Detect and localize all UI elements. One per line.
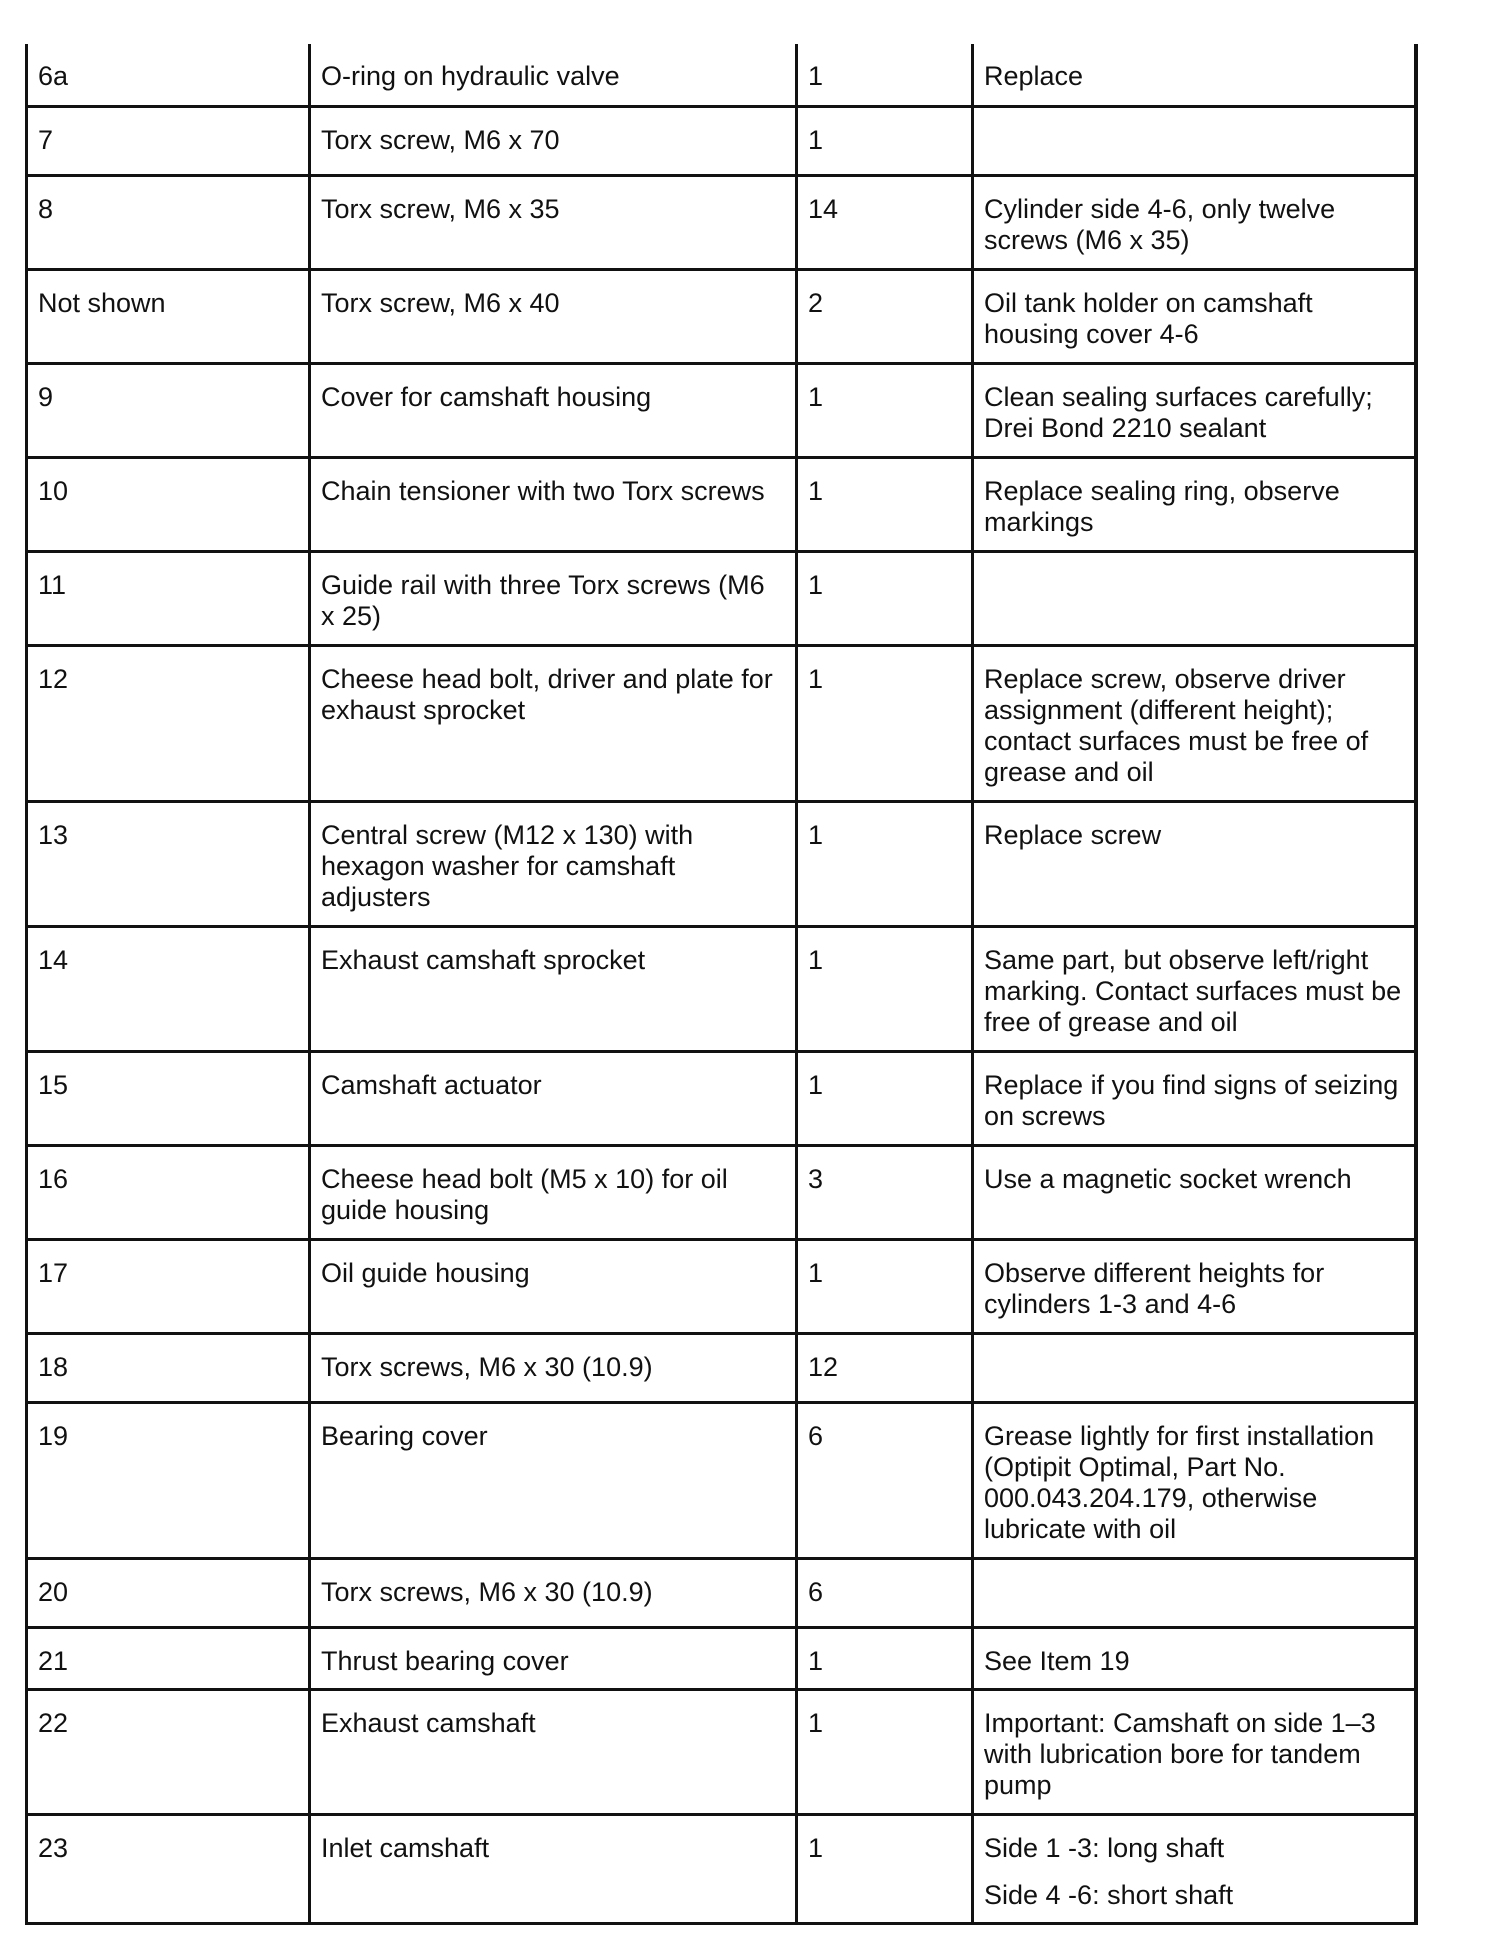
description-cell: Torx screw, M6 x 40 <box>310 269 797 363</box>
description-cell: Exhaust camshaft sprocket <box>310 926 797 1051</box>
table-row <box>27 269 1416 363</box>
note-line: Cylinder side 4-6, only twelve screws (M6 x 35) <box>984 193 1336 255</box>
notes-cell <box>973 926 1416 1051</box>
description-cell: Thrust bearing cover <box>310 1627 797 1689</box>
notes-cell <box>973 1333 1416 1402</box>
notes-cell <box>973 551 1416 645</box>
item-number-cell: 16 <box>27 1145 310 1239</box>
quantity-cell: 1 <box>797 1239 973 1333</box>
item-number-cell: 18 <box>27 1333 310 1402</box>
table-row <box>27 1627 1416 1689</box>
table-row <box>27 363 1416 457</box>
note-line: Side 1 -3: long shaft <box>984 1832 1225 1863</box>
quantity-cell: 1 <box>797 44 973 106</box>
description-cell: Cover for camshaft housing <box>310 363 797 457</box>
item-number-cell: 12 <box>27 645 310 801</box>
notes-cell <box>973 645 1416 801</box>
note-line: Replace sealing ring, observe markings <box>984 475 1340 537</box>
item-number-cell: 8 <box>27 175 310 269</box>
notes-cell <box>973 1051 1416 1145</box>
notes-cell <box>973 106 1416 175</box>
item-number-cell: Not shown <box>27 269 310 363</box>
item-number-cell: 11 <box>27 551 310 645</box>
note-line: Clean sealing surfaces carefully; Drei Bond 2210 sealant <box>984 381 1373 443</box>
notes-cell <box>973 457 1416 551</box>
description-cell: Bearing cover <box>310 1402 797 1558</box>
quantity-cell: 6 <box>797 1402 973 1558</box>
table-row <box>27 645 1416 801</box>
parts-table-body <box>27 44 1416 1923</box>
quantity-cell: 6 <box>797 1558 973 1627</box>
table-row <box>27 1558 1416 1627</box>
note-line: Oil tank holder on camshaft housing cover 4-6 <box>984 287 1313 349</box>
quantity-cell: 1 <box>797 645 973 801</box>
quantity-cell: 1 <box>797 551 973 645</box>
table-row <box>27 106 1416 175</box>
description-cell: Torx screws, M6 x 30 (10.9) <box>310 1333 797 1402</box>
quantity-cell: 3 <box>797 1145 973 1239</box>
description-cell: Torx screw, M6 x 35 <box>310 175 797 269</box>
description-cell: Inlet camshaft <box>310 1814 797 1923</box>
note-line: See Item 19 <box>984 1645 1130 1676</box>
notes-cell <box>973 363 1416 457</box>
quantity-cell: 1 <box>797 1051 973 1145</box>
item-number-cell: 6a <box>27 44 310 106</box>
table-row <box>27 551 1416 645</box>
quantity-cell: 1 <box>797 363 973 457</box>
quantity-cell: 14 <box>797 175 973 269</box>
note-line: Replace screw, observe driver assignment (different height); contact surfaces must be free of grease and oil <box>984 663 1369 787</box>
notes-cell <box>973 1814 1416 1923</box>
note-line: Important: Camshaft on side 1–3 with lubrication bore for tandem pump <box>984 1707 1376 1800</box>
quantity-cell: 1 <box>797 1689 973 1814</box>
table-row <box>27 1689 1416 1814</box>
description-cell: Cheese head bolt (M5 x 10) for oil guide housing <box>310 1145 797 1239</box>
note-line: Replace if you find signs of seizing on screws <box>984 1069 1399 1131</box>
item-number-cell: 7 <box>27 106 310 175</box>
table-row <box>27 1145 1416 1239</box>
description-cell: Oil guide housing <box>310 1239 797 1333</box>
note-line: Replace screw <box>984 819 1162 850</box>
table-row <box>27 1051 1416 1145</box>
item-number-cell: 23 <box>27 1814 310 1923</box>
description-cell: Torx screws, M6 x 30 (10.9) <box>310 1558 797 1627</box>
notes-cell <box>973 1627 1416 1689</box>
quantity-cell: 1 <box>797 1814 973 1923</box>
description-cell: Exhaust camshaft <box>310 1689 797 1814</box>
notes-cell <box>973 175 1416 269</box>
item-number-cell: 13 <box>27 801 310 926</box>
quantity-cell: 12 <box>797 1333 973 1402</box>
notes-cell <box>973 1558 1416 1627</box>
item-number-cell: 15 <box>27 1051 310 1145</box>
item-number-cell: 17 <box>27 1239 310 1333</box>
parts-table <box>25 44 1418 1925</box>
table-row <box>27 1239 1416 1333</box>
quantity-cell: 1 <box>797 801 973 926</box>
table-row <box>27 1402 1416 1558</box>
table-row <box>27 1333 1416 1402</box>
notes-cell <box>973 269 1416 363</box>
table-row <box>27 175 1416 269</box>
table-row <box>27 44 1416 106</box>
note-line: Observe different heights for cylinders 1-3 and 4-6 <box>984 1257 1325 1319</box>
description-cell: Guide rail with three Torx screws (M6 x 25) <box>310 551 797 645</box>
item-number-cell: 21 <box>27 1627 310 1689</box>
note-line: Same part, but observe left/right marking. Contact surfaces must be free of grease and oil <box>984 944 1402 1037</box>
quantity-cell: 1 <box>797 926 973 1051</box>
note-line: Side 4 -6: short shaft <box>984 1879 1234 1910</box>
quantity-cell: 1 <box>797 106 973 175</box>
description-cell: Chain tensioner with two Torx screws <box>310 457 797 551</box>
description-cell: Central screw (M12 x 130) with hexagon washer for camshaft adjusters <box>310 801 797 926</box>
table-row <box>27 801 1416 926</box>
description-cell: Torx screw, M6 x 70 <box>310 106 797 175</box>
table-row <box>27 926 1416 1051</box>
note-line: Replace <box>984 61 1084 91</box>
notes-cell <box>973 1402 1416 1558</box>
description-cell: O-ring on hydraulic valve <box>310 44 797 106</box>
item-number-cell: 9 <box>27 363 310 457</box>
item-number-cell: 19 <box>27 1402 310 1558</box>
quantity-cell: 1 <box>797 1627 973 1689</box>
description-cell: Camshaft actuator <box>310 1051 797 1145</box>
table-row <box>27 457 1416 551</box>
notes-cell <box>973 1145 1416 1239</box>
item-number-cell: 22 <box>27 1689 310 1814</box>
description-cell: Cheese head bolt, driver and plate for exhaust sprocket <box>310 645 797 801</box>
item-number-cell: 20 <box>27 1558 310 1627</box>
notes-cell <box>973 1239 1416 1333</box>
note-line: Use a magnetic socket wrench <box>984 1163 1352 1194</box>
item-number-cell: 14 <box>27 926 310 1051</box>
quantity-cell: 1 <box>797 457 973 551</box>
note-line: Grease lightly for first installation (Optipit Optimal, Part No. 000.043.204.179, otherwise lubricate with oil <box>984 1420 1375 1544</box>
notes-cell <box>973 44 1416 106</box>
table-row <box>27 1814 1416 1923</box>
item-number-cell: 10 <box>27 457 310 551</box>
quantity-cell: 2 <box>797 269 973 363</box>
notes-cell <box>973 1689 1416 1814</box>
notes-cell <box>973 801 1416 926</box>
